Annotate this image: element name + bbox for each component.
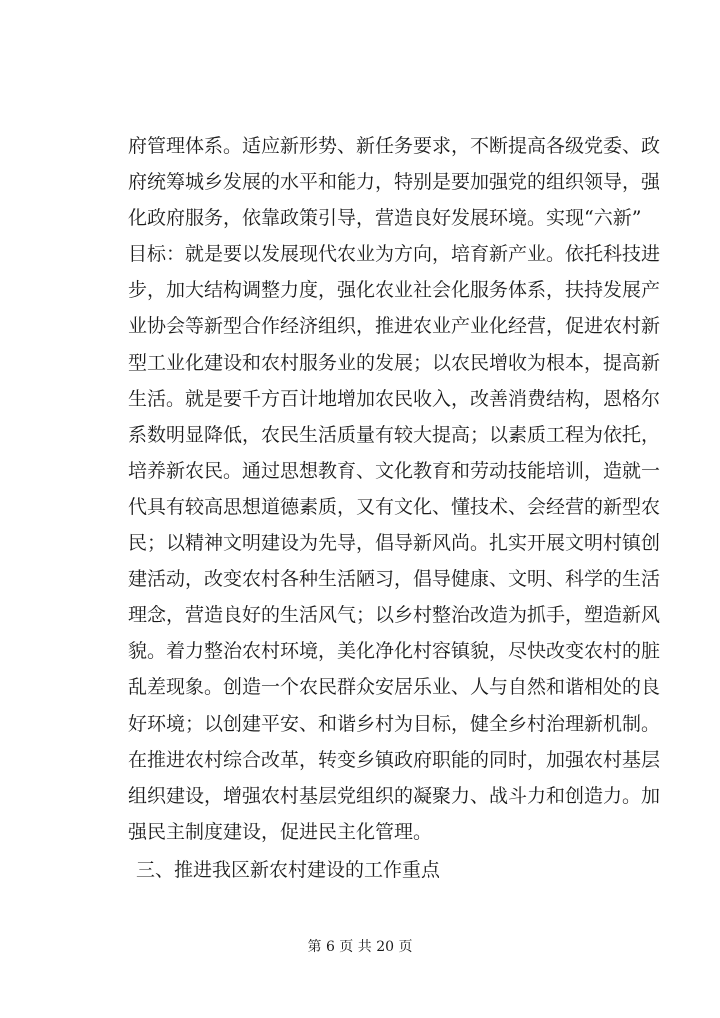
- text-line: 业协会等新型合作经济组织，推进农业产业化经营，促进农村新: [128, 315, 661, 338]
- page-footer: 第 6 页 共 20 页: [307, 939, 413, 955]
- text-line: 化政府服务，依靠政策引导，营造良好发展环境。实现“六新”: [128, 207, 642, 230]
- text-line: 理念，营造良好的生活风气；以乡村整治改造为抓手，塑造新风: [128, 604, 661, 627]
- text-line: 建活动，改变农村各种生活陋习，倡导健康、文明、科学的生活: [128, 568, 661, 591]
- text-line: 系数明显降低，农民生活质量有较大提高；以素质工程为依托，: [128, 423, 661, 446]
- text-line: 府统筹城乡发展的水平和能力，特别是要加强党的组织领导，强: [128, 171, 661, 194]
- text-line: 组织建设，增强农村基层党组织的凝聚力、战斗力和创造力。加: [128, 784, 661, 807]
- text-line: 貌。着力整治农村环境，美化净化村容镇貌，尽快改变农村的脏: [128, 640, 661, 663]
- text-line: 型工业化建设和农村服务业的发展；以农民增收为根本，提高新: [128, 351, 661, 374]
- text-line: 培养新农民。通过思想教育、文化教育和劳动技能培训，造就一: [128, 459, 661, 482]
- text-line: 目标：就是要以发展现代农业为方向，培育新产业。依托科技进: [128, 243, 661, 266]
- text-line: 强民主制度建设，促进民主化管理。: [128, 820, 433, 843]
- text-line: 好环境；以创建平安、和谐乡村为目标，健全乡村治理新机制。: [128, 712, 661, 735]
- section-heading: 三、推进我区新农村建设的工作重点: [136, 859, 441, 881]
- text-line: 在推进农村综合改革，转变乡镇政府职能的同时，加强农村基层: [128, 748, 661, 771]
- body-paragraph: [128, 128, 661, 850]
- text-line: 乱差现象。创造一个农民群众安居乐业、人与自然和谐相处的良: [128, 676, 661, 699]
- text-line: 代具有较高思想道德素质，又有文化、懂技术、会经营的新型农: [128, 495, 661, 518]
- text-line: 府管理体系。适应新形势、新任务要求，不断提高各级党委、政: [128, 135, 661, 157]
- text-line: 生活。就是要千方百计地增加农民收入，改善消费结构，恩格尔: [128, 387, 661, 410]
- text-line: 民；以精神文明建设为先导，倡导新风尚。扎实开展文明村镇创: [128, 532, 661, 555]
- text-line: 步，加大结构调整力度，强化农业社会化服务体系，扶持发展产: [128, 279, 661, 302]
